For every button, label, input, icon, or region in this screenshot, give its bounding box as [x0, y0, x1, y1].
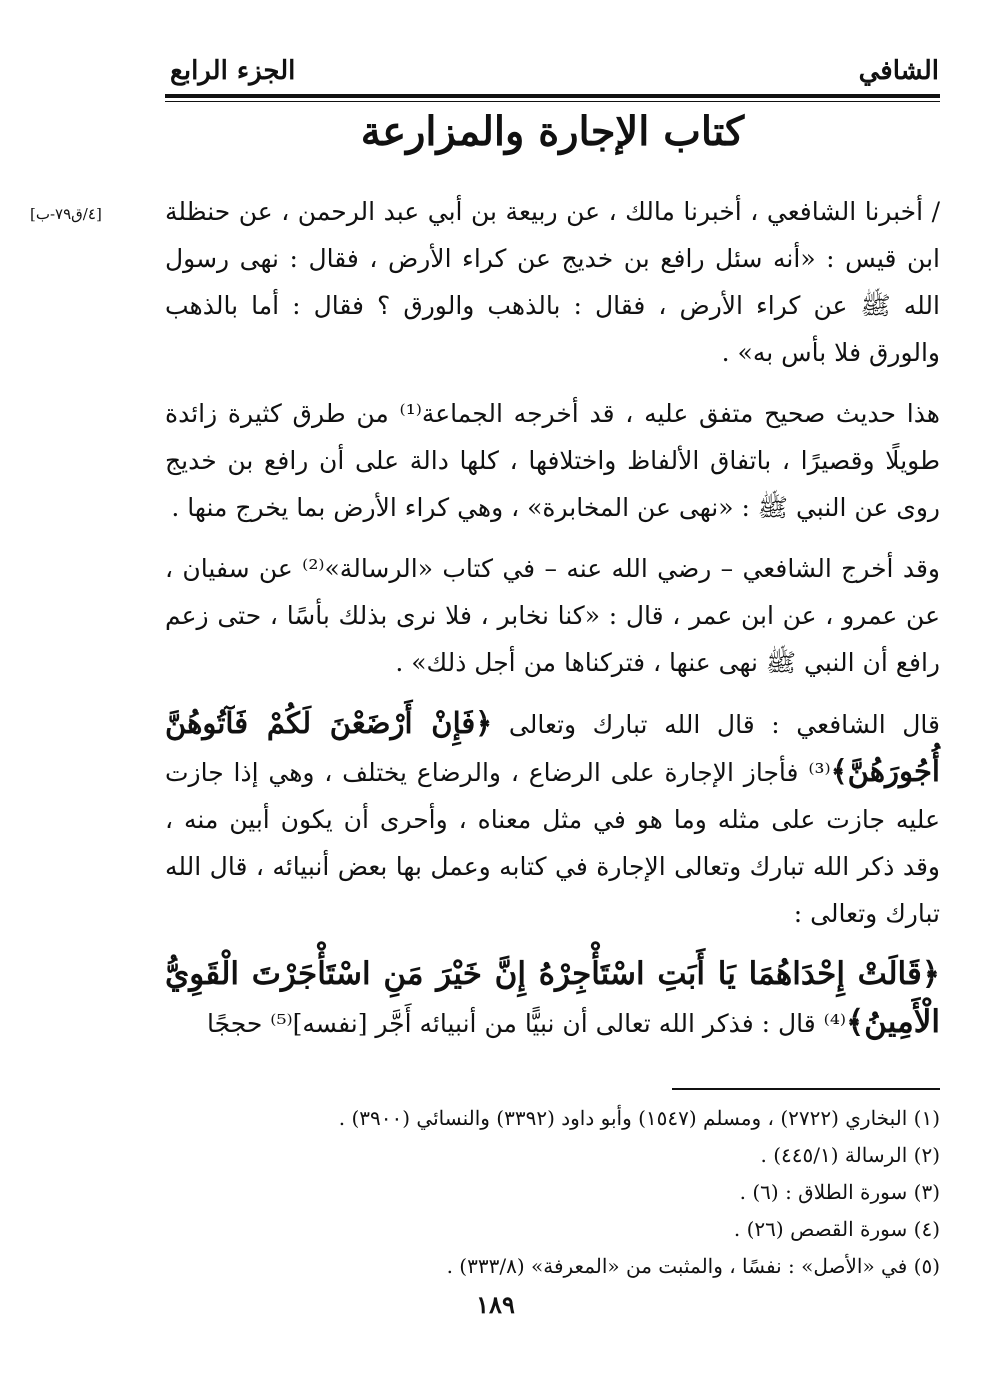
paragraph-3: وقد أخرج الشافعي – رضي الله عنه – في كتاب «الرسالة»⁽²⁾ عن سفيان ، عن عمرو ، عن ابن عمر ، قال : «كنا نخابر ، فلا نرى بذلك بأسًا ، حتى زعم رافع أن النبي ﷺ نهى عنها ، فتركناها من أجل ذلك» .: [165, 554, 940, 677]
quran-verse-talaq: ﴿فَإِنْ أَرْضَعْنَ لَكُمْ فَآتُوهُنَّ أُجُورَهُنَّ﴾: [165, 706, 940, 788]
paragraph-1: / أخبرنا الشافعي ، أخبرنا مالك ، عن ربيعة بن أبي عبد الرحمن ، عن حنظلة ابن قيس : «أنه سئل رافع بن خديج عن كراء الأرض ، فقال : نهى رسول الله ﷺ عن كراء الأرض ، فقال : بالذهب والورق ؟ فقال : أما بالذهب والورق فلا بأس به» .: [165, 197, 940, 367]
header-rule-thin: [165, 101, 940, 102]
paragraph-5-rest: ⁽⁴⁾ قال : فذكر الله تعالى أن نبيًّا من أنبيائه أَجَّر [نفسه]⁽⁵⁾ حججًا: [207, 1009, 846, 1038]
paragraph-5: [165, 951, 940, 1047]
footnote-3: (٣) سورة الطلاق : (٦) .: [739, 1180, 940, 1204]
footnote-2: (٢) الرسالة (٤٤٥/١) .: [760, 1143, 940, 1167]
footnote-separator: [672, 1088, 940, 1090]
paragraph-2: هذا حديث صحيح متفق عليه ، قد أخرجه الجماعة⁽¹⁾ من طرق كثيرة زائدة طويلًا وقصيرًا ، باتفاق الألفاظ واختلافها ، كلها دالة على أن رافع بن خديج روى عن النبي ﷺ : «نهى عن المخابرة» ، وهي كراء الأرض بما يخرج منها .: [165, 399, 940, 522]
paragraph-4-rest: ⁽³⁾ فأجاز الإجارة على الرضاع ، والرضاع يختلف ، وهي إذا جازت عليه جازت على مثله وما هو في مثل معناه ، وأحرى أن يكون أبين منه ، وقد ذكر الله تبارك وتعالى الإجارة في كتابه وعمل بها بعض أنبيائه ، قال الله تبارك وتعالى :: [165, 758, 940, 928]
chapter-title: كتاب الإجارة والمزارعة: [360, 108, 745, 155]
page-number: ١٨٩: [476, 1290, 515, 1319]
footnote-5: (٥) في «الأصل» : نفسًا ، والمثبت من «المعرفة» (٣٣٣/٨) .: [446, 1254, 940, 1278]
main-text: [165, 188, 940, 1061]
footnotes: [165, 1100, 940, 1285]
header-rule-thick: [165, 94, 940, 98]
footnote-1: (١) البخاري (٢٧٢٢) ، ومسلم (١٥٤٧) وأبو داود (٣٣٩٢) والنسائي (٣٩٠٠) .: [338, 1106, 940, 1130]
manuscript-folio-note: [٤/ق٧٩-ب]: [30, 205, 102, 223]
quran-verse-qasas: ﴿قَالَتْ إِحْدَاهُمَا يَا أَبَتِ اسْتَأْجِرْهُ إِنَّ خَيْرَ مَنِ اسْتَأْجَرْتَ الْقَوِيُّ الْأَمِينُ﴾: [165, 956, 940, 1040]
footnote-4: (٤) سورة القصص (٢٦) .: [733, 1217, 940, 1241]
paragraph-4: [165, 700, 940, 937]
running-header-volume: الجزء الرابع: [170, 56, 296, 86]
paragraph-4-intro: قال الشافعي : قال الله تبارك وتعالى: [508, 710, 940, 739]
running-header-book: الشافي: [858, 56, 939, 86]
